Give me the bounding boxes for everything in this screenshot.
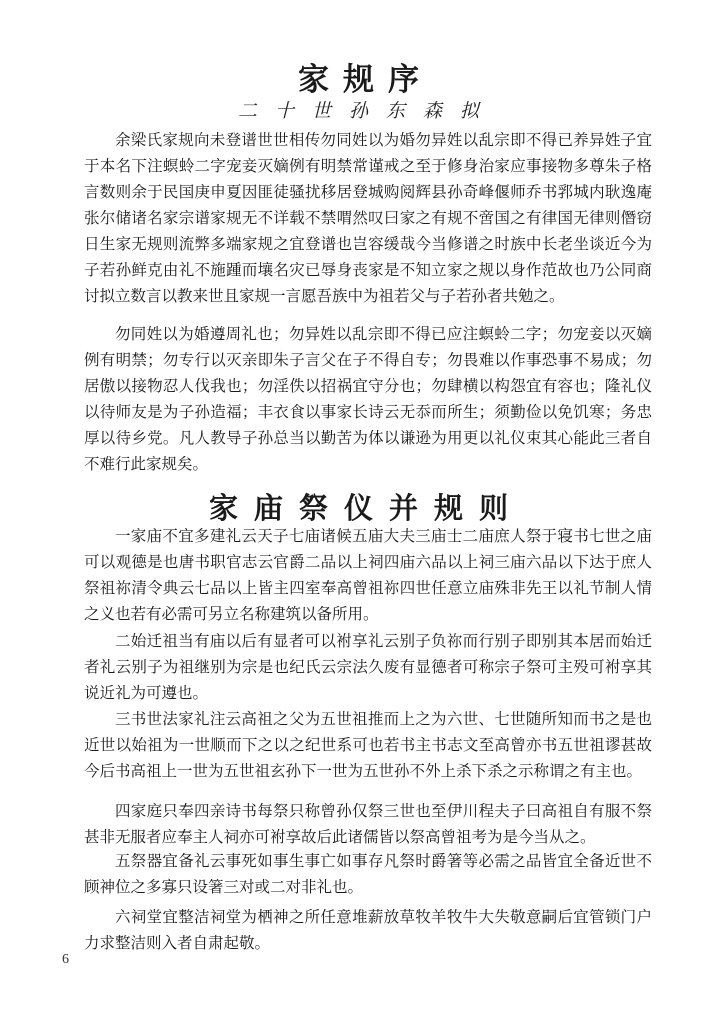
section-rule-6: 六祠堂宜整洁祠堂为栖神之所任意堆薪放草牧羊牧牛大失敬意嗣后宜管锁门户力求整洁则入者自肃起敬。 xyxy=(84,908,652,952)
author-byline: 二十世孙东森拟 xyxy=(237,100,497,122)
section-title: 家庙祭仪并规则 xyxy=(208,491,524,525)
intro-paragraph: 余梁氏家规向未登谱世世相传勿同姓以为婚勿异姓以乱宗即不得已养异姓子宜于本名下注螟蛉二字宠妾灭嫡例有明禁常谨戒之至于修身治家应事接物多尊朱子格言数则余于民国庚申夏因匪徒骚扰移居登城购阅辉县孙奇峰偃师乔书郛城内耿逸庵张尔储诸名家宗谱家规无不详载不禁喟然叹曰家之有规不啻国之有律国无律则僭窃日生家无规则流弊多端家规之宜登谱也岂容缓哉今当修谱之时族中长老坐谈近今为子若孙鲜克由礼不施踵而壤名灾已辱身丧家是不知立家之规以身作范故也乃公同商讨拟立数言以教来世且家规一言愿吾族中为祖若父与子若孙者共勉之。 xyxy=(84,131,652,305)
section-rule-1: 一家庙不宜多建礼云天子七庙诸候五庙大夫三庙士二庙庶人祭于寝书七世之庙可以观德是也唐书职官志云官爵二品以上祠四庙六品以上祠三庙六品以下达于庶人祭祖祢清令典云七品以上皆主四室奉高曾祖祢四世任意立庙殊非先王以礼节制人情之义也若有必需可另立名称建筑以备所用。 xyxy=(84,527,652,623)
section-rule-4: 四家庭只奉四亲诗书每祭只称曾孙仅祭三世也至伊川程夫子曰高祖自有服不祭甚非无服者应奉主人祠亦可袝享故后此诸儒皆以祭高曾祖考为是今当从之。 xyxy=(84,802,652,846)
page-number: 6 xyxy=(62,952,69,967)
section-rule-3: 三书世法家礼注云高祖之父为五世祖推而上之为六世、七世随所知而书之是也近世以始祖为一世顺而下之以之纪世系可也若书主书志文至高曾亦书五世祖谬甚故今后书高祖上一世为五世祖玄孙下一世为五世孙不外上杀下杀之示称谓之有主也。 xyxy=(84,710,652,780)
document-title: 家规序 xyxy=(298,62,433,98)
rules-paragraph: 勿同姓以为婚遵周礼也；勿异姓以乱宗即不得已应注螟蛉二字；勿宠妾以灭嫡例有明禁；勿专行以灭亲即朱子言父在子不得自专；勿畏难以作事恐事不易成；勿居傲以接物忍人伐我也；勿淫佚以招祸宜守分也；勿肆横以构怨宜有容也；隆礼仪以待师友是为子孙造福；丰衣食以事家长诗云无忝而所生；须勤俭以免饥寒；务忠厚以待乡党。凡人教导子孙总当以勤苦为体以谦逊为用更以礼仪束其心能此三者自不难行此家规矣。 xyxy=(84,325,652,473)
section-rule-5: 五祭器宜备礼云事死如事生事亡如事存凡祭时爵箸等必需之品皆宜全备近世不顾神位之多寡只设箸三对或二对非礼也。 xyxy=(84,852,652,896)
section-rule-2: 二始迁祖当有庙以后有显者可以袝享礼云别子负祢而行别子即别其本居而始迁者礼云别子为祖继别为宗是也纪氏云宗法久废有显德者可称宗子祭可主殁可袝享其说近礼为可遵也。 xyxy=(84,632,652,702)
